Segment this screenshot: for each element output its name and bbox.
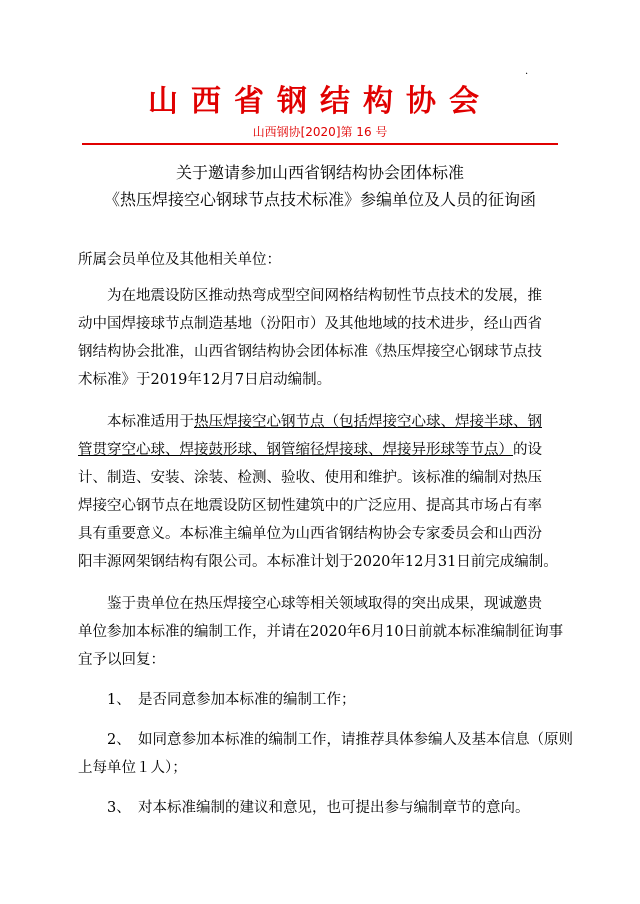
- org-name: 山西省钢结构协会: [148, 84, 492, 119]
- highlighted-scope-1: 热压焊接空心钢节点（包括焊接空心球、焊接半球、钢: [194, 414, 542, 430]
- paragraph-2-line-5: 具有重要意义。本标准主编单位为山西省钢结构协会专家委员会和山西汾: [78, 526, 542, 542]
- paragraph-3-line-1: 鉴于贵单位在热压焊接空心球等相关领域取得的突出成果，现诚邀贵: [78, 596, 542, 612]
- paragraph-1-line-2: 动中国焊接球节点制造基地（汾阳市）及其他地域的技术进步，经山西省: [78, 316, 542, 332]
- item-2-line-2: 上每单位１人）；: [78, 760, 187, 776]
- red-header-rule: [82, 143, 558, 145]
- paragraph-2-line-4: 焊接空心钢节点在地震设防区韧性建筑中的广泛应用、提高其市场占有率: [78, 498, 542, 514]
- paragraph-1-line-1: 为在地震设防区推动热弯成型空间网格结构韧性节点技术的发展，推: [78, 288, 542, 304]
- paragraph-3-line-3: 宜予以回复：: [78, 652, 165, 668]
- paragraph-2-line-2: [78, 436, 558, 464]
- highlighted-scope-2: 管贯穿空心球、焊接鼓形球、钢管缩径焊接球、焊接异形球等节点）: [78, 442, 513, 458]
- paragraph-2-continue: 的设: [513, 442, 542, 458]
- title-line-1: 关于邀请参加山西省钢结构协会团体标准: [175, 163, 464, 182]
- title-line-2: 《热压焊接空心钢球节点技术标准》参编单位及人员的征询函: [103, 190, 536, 209]
- item-1: 1、 是否同意参加本标准的编制工作；: [78, 692, 356, 708]
- paragraph-3-line-2: 单位参加本标准的编制工作，并请在2020年6月10日前就本标准编制征询事: [78, 624, 564, 640]
- paragraph-2-intro: 本标准适用于: [78, 414, 194, 430]
- paragraph-2-line-3: 计、制造、安装、涂装、检测、验收、使用和维护。该标准的编制对热压: [78, 470, 542, 486]
- paragraph-1-line-4: 术标准》于2019年12月7日启动编制。: [78, 372, 332, 388]
- paragraph-2-line-1: [78, 408, 558, 436]
- item-3: 3、 对本标准编制的建议和意见，也可提出参与编制章节的意向。: [78, 800, 530, 816]
- corner-dot: .: [525, 66, 529, 77]
- salutation: 所属会员单位及其他相关单位：: [78, 252, 281, 268]
- paragraph-1-line-3: 钢结构协会批准，山西省钢结构协会团体标准《热压焊接空心钢球节点技: [78, 344, 542, 360]
- document-number: 山西钢协[2020]第 16 号: [252, 125, 388, 139]
- item-2-line-1: 2、 如同意参加本标准的编制工作，请推荐具体参编人及基本信息（原则: [78, 732, 573, 748]
- paragraph-2-line-6: 阳丰源网架钢结构有限公司。本标准计划于2020年12月31日前完成编制。: [78, 554, 558, 570]
